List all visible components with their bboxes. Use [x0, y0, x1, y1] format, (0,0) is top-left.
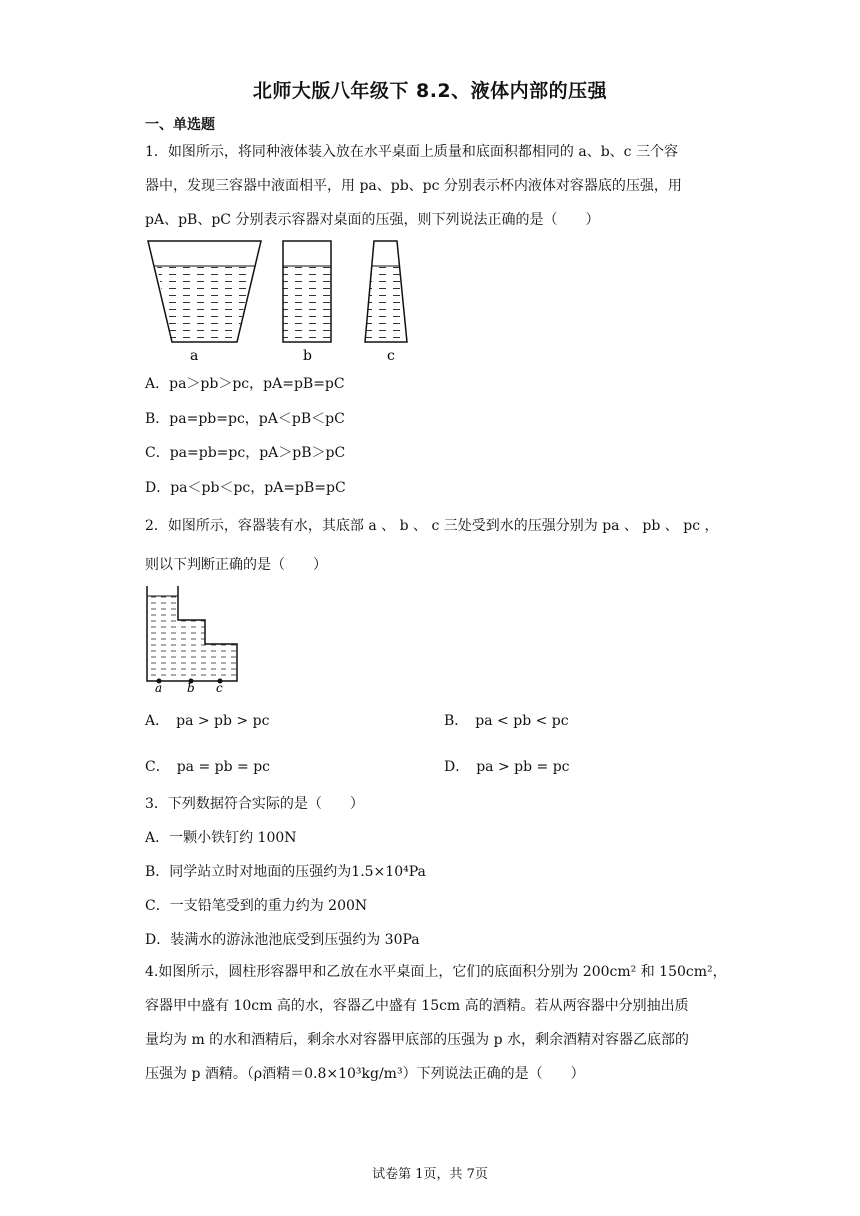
q1-stem-line2: 器中，发现三容器中液面相平，用 pa、pb、pc 分别表示杯内液体对容器底的压强，用	[145, 178, 682, 194]
fig1-label-b: b	[303, 348, 312, 364]
q2-option-d[interactable]: D． pa > pb = pc	[444, 759, 570, 775]
q2-option-c[interactable]: C． pa = pb = pc	[145, 759, 271, 775]
container-b	[283, 241, 331, 342]
q1-option-d[interactable]: D．pa＜pb＜pc，pA=pB=pC	[145, 480, 346, 496]
q1-stem-line1: 1．如图所示，将同种液体装入放在水平桌面上质量和底面积都相同的 a、b、c 三个容	[145, 144, 678, 160]
q1-containers-figure	[140, 236, 430, 366]
section-heading: 一、单选题	[145, 117, 215, 133]
q1-option-c[interactable]: C．pa=pb=pc，pA＞pB＞pC	[145, 445, 346, 461]
q1-option-a[interactable]: A．pa＞pb＞pc，pA=pB=pC	[145, 376, 345, 392]
fig2-label-a: a	[155, 681, 163, 694]
fig2-label-b: b	[187, 681, 195, 694]
fig1-label-a: a	[190, 348, 199, 364]
q2-option-a[interactable]: A． pa > pb > pc	[145, 713, 270, 729]
q2-stepped-container-figure	[140, 582, 250, 694]
q3-option-d[interactable]: D．装满水的游泳池池底受到压强约为 30Pa	[145, 932, 420, 948]
q1-option-b[interactable]: B．pa=pb=pc，pA＜pB＜pC	[145, 411, 345, 427]
q4-stem-line1: 4.如图所示，圆柱形容器甲和乙放在水平桌面上，它们的底面积分别为 200cm² 和 150cm²，	[145, 964, 727, 980]
container-a	[148, 241, 261, 342]
q2-option-b[interactable]: B． pa < pb < pc	[444, 713, 569, 729]
q2-stem-line1: 2．如图所示，容器装有水，其底部 a 、 b 、 c 三处受到水的压强分别为 pa 、 pb 、 pc ，	[145, 518, 719, 534]
fig2-label-c: c	[216, 681, 223, 694]
container-c	[365, 241, 407, 342]
q4-stem-line4: 压强为 p 酒精。（ρ酒精＝0.8×10³kg/m³）下列说法正确的是（ ）	[145, 1066, 585, 1082]
q4-stem-line2: 容器甲中盛有 10cm 高的水，容器乙中盛有 15cm 高的酒精。若从两容器中分别抽出质	[145, 998, 689, 1014]
q3-option-b[interactable]: B．同学站立时对地面的压强约为1.5×10⁴Pa	[145, 864, 426, 880]
q4-stem-line3: 量均为 m 的水和酒精后，剩余水对容器甲底部的压强为 p 水，剩余酒精对容器乙底部的	[145, 1032, 690, 1048]
q3-option-c[interactable]: C．一支铅笔受到的重力约为 200N	[145, 898, 368, 914]
q2-stem-line2: 则以下判断正确的是（ ）	[145, 557, 327, 573]
page-footer: 试卷第 1页，共 7页	[372, 1167, 488, 1182]
fig1-label-c: c	[387, 348, 395, 364]
q3-stem: 3．下列数据符合实际的是（ ）	[145, 796, 364, 812]
q1-stem-line3: pA、pB、pC 分别表示容器对桌面的压强，则下列说法正确的是（ ）	[145, 212, 600, 228]
page-title: 北师大版八年级下 8.2、液体内部的压强	[252, 80, 608, 102]
q3-option-a[interactable]: A．一颗小铁钉约 100N	[145, 830, 297, 846]
